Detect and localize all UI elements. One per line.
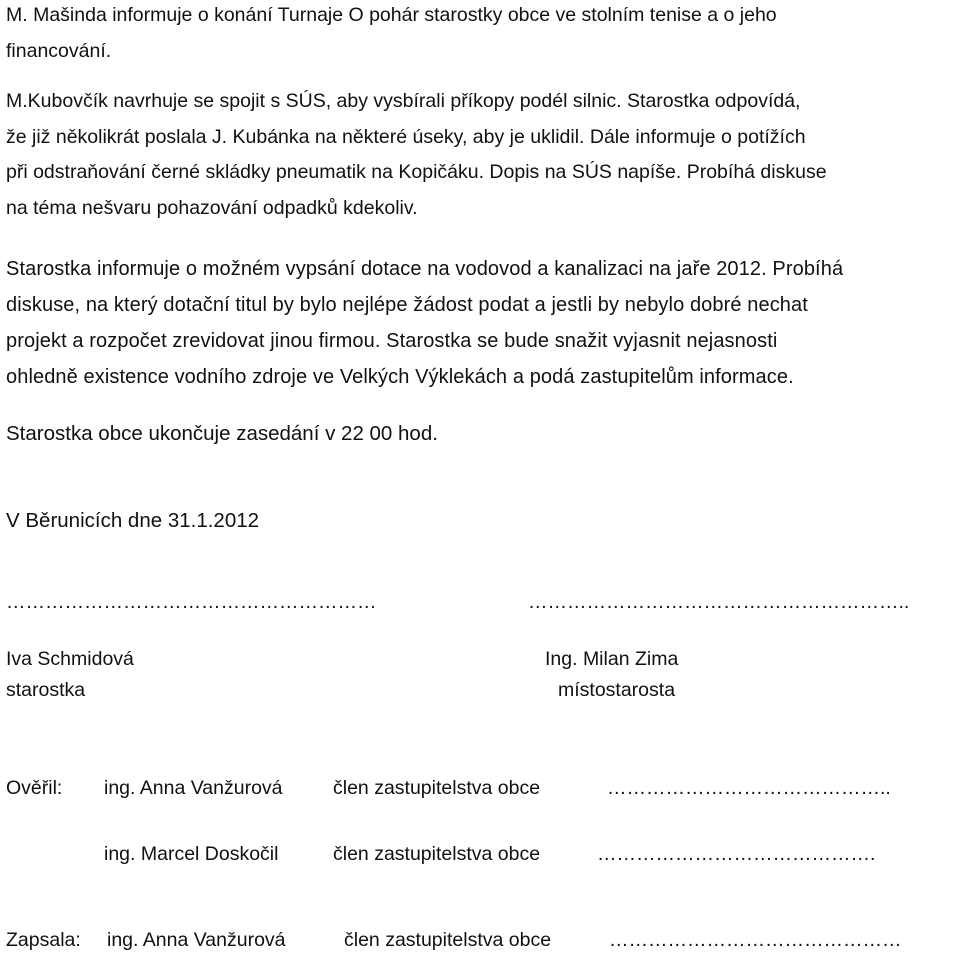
recorder-signature-line: ……………………………………… <box>609 929 902 951</box>
verified-by-label: Ověřil: <box>6 777 63 799</box>
verifier-role: člen zastupitelstva obce <box>333 777 541 799</box>
paragraph-tournament <box>6 0 777 69</box>
place-and-date: V Běrunicích dne 31.1.2012 <box>6 509 260 532</box>
verifier-signature-line: …………………………………….. <box>607 777 891 799</box>
paragraph-line: ohledně existence vodního zdroje ve Velkých Výklekách a podá zastupitelům informace. <box>6 366 794 388</box>
verifier-role: člen zastupitelstva obce <box>333 843 541 865</box>
recorded-by-label: Zapsala: <box>6 929 81 951</box>
recorder-role: člen zastupitelstva obce <box>344 929 552 951</box>
paragraph-line: M.Kubovčík navrhuje se spojit s SÚS, aby vysbírali příkopy podél silnic. Starostka odpovídá, <box>6 90 801 112</box>
paragraph-sus-ditches <box>6 84 827 226</box>
verifier-name: ing. Marcel Doskočil <box>104 843 279 865</box>
paragraph-line: projekt a rozpočet zrevidovat jinou firmou. Starostka se bude snažit vyjasnit nejasnosti <box>6 330 778 352</box>
paragraph-water-grant <box>6 251 843 395</box>
verifier-signature-line: ……………………………………. <box>597 843 876 865</box>
recorder-name: ing. Anna Vanžurová <box>107 929 286 951</box>
paragraph-line: že již několikrát poslala J. Kubánka na některé úseky, aby je uklidil. Dále informuje o potížích <box>6 125 806 148</box>
closing-statement: Starostka obce ukončuje zasedání v 22 00 hod. <box>6 422 438 445</box>
paragraph-line: M. Mašinda informuje o konání Turnaje O pohár starostky obce ve stolním tenise a o jeho <box>6 4 777 26</box>
signatory-name-right: Ing. Milan Zima <box>545 648 679 670</box>
signatory-name-left: Iva Schmidová <box>6 648 134 670</box>
signature-line-left: ………………………………………………… <box>6 591 377 613</box>
signatory-role-left: starostka <box>6 679 86 701</box>
paragraph-line: Starostka informuje o možném vypsání dotace na vodovod a kanalizaci na jaře 2012. Probíhá <box>6 258 844 280</box>
paragraph-line: na téma nešvaru pohazování odpadků kdekoliv. <box>6 196 418 219</box>
paragraph-line: financování. <box>6 39 112 62</box>
signatory-role-right: místostarosta <box>558 679 676 701</box>
paragraph-line: diskuse, na který dotační titul by bylo nejlépe žádost podat a jestli by nebylo dobré nechat <box>6 294 808 316</box>
signature-line-right: ………………………………………………….. <box>528 591 910 613</box>
verifier-name: ing. Anna Vanžurová <box>104 777 283 799</box>
paragraph-line: při odstraňování černé skládky pneumatik na Kopičáku. Dopis na SÚS napíše. Probíhá diskuse <box>6 161 827 183</box>
